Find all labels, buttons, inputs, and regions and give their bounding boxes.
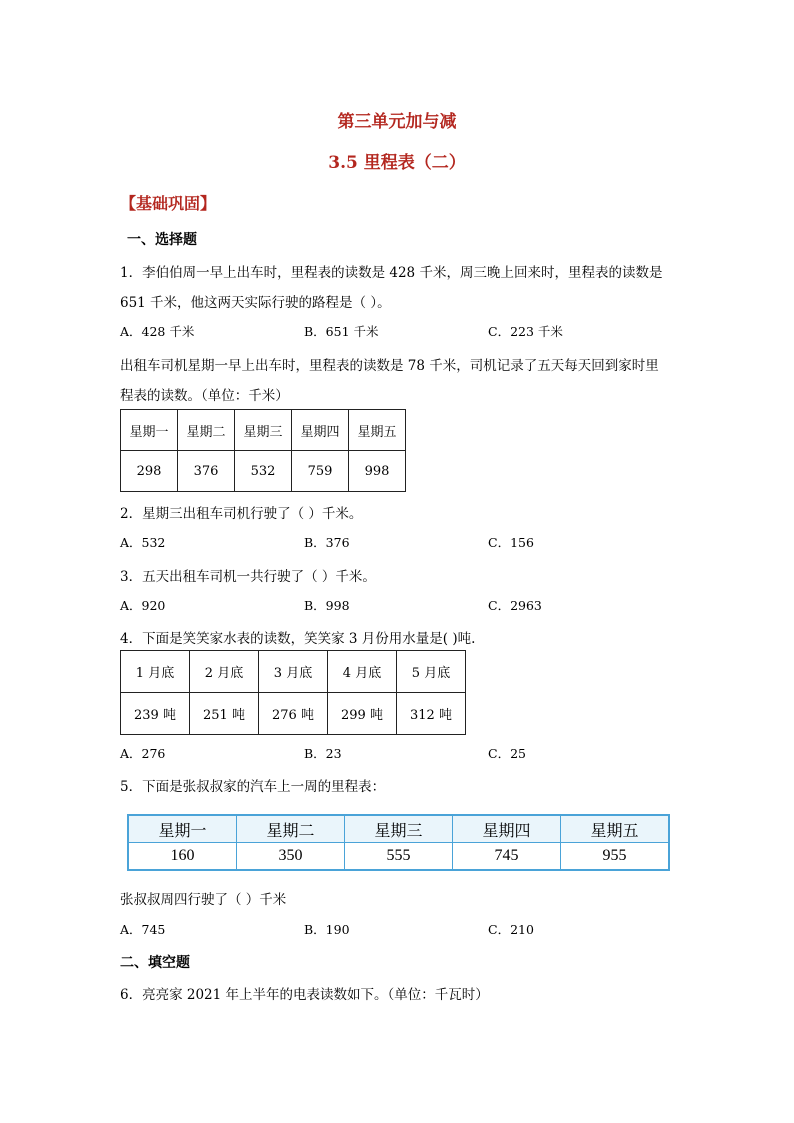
q5-text: 5．下面是张叔叔家的汽车上一周的里程表： bbox=[120, 779, 386, 795]
table-row bbox=[121, 693, 466, 735]
unit-title: 第三单元加与减 bbox=[337, 112, 457, 132]
table-cell: 745 bbox=[453, 843, 561, 871]
table-header-cell: 4 月底 bbox=[328, 651, 397, 693]
taxi-intro-line1: 出租车司机星期一早上出车时，里程表的读数是 78 千米，司机记录了五天每天回到家时里 bbox=[120, 358, 659, 374]
q4-text: 4．下面是笑笑家水表的读数，笑笑家 3 月份用水量是( )吨. bbox=[120, 631, 476, 647]
table-header-cell: 星期四 bbox=[453, 815, 561, 843]
table-cell: 312 吨 bbox=[397, 693, 466, 735]
q2-option-b[interactable]: B．376 bbox=[304, 535, 350, 550]
q1-option-c[interactable]: C．223 千米 bbox=[488, 324, 563, 339]
q6-text: 6．亮亮家 2021 年上半年的电表读数如下。（单位：千瓦时） bbox=[120, 987, 489, 1003]
table-header-cell: 星期三 bbox=[235, 410, 292, 451]
q3-option-c[interactable]: C．2963 bbox=[488, 598, 542, 613]
table-cell: 350 bbox=[237, 843, 345, 871]
table-cell: 160 bbox=[128, 843, 237, 871]
table-header-cell: 星期三 bbox=[345, 815, 453, 843]
q4-option-c[interactable]: C．25 bbox=[488, 746, 526, 761]
q2-option-a[interactable]: A．532 bbox=[120, 535, 166, 550]
lesson-title: 3.5 里程表（二） bbox=[328, 153, 466, 173]
part1-heading: 一、选择题 bbox=[127, 232, 197, 248]
q3-option-a[interactable]: A．920 bbox=[120, 598, 166, 613]
table-header-cell: 5 月底 bbox=[397, 651, 466, 693]
table-cell: 376 bbox=[178, 451, 235, 492]
table-cell: 555 bbox=[345, 843, 453, 871]
q5-option-c[interactable]: C．210 bbox=[488, 922, 534, 937]
water-meter-table bbox=[120, 650, 466, 735]
q5-followup: 张叔叔周四行驶了（ ）千米 bbox=[120, 892, 287, 908]
taxi-odometer-table bbox=[120, 409, 406, 492]
taxi-intro-line2: 程表的读数。（单位：千米） bbox=[120, 388, 289, 404]
table-cell: 251 吨 bbox=[190, 693, 259, 735]
table-header-row bbox=[121, 410, 406, 451]
q5-option-b[interactable]: B．190 bbox=[304, 922, 350, 937]
section-basic-heading: 【基础巩固】 bbox=[120, 194, 217, 213]
table-cell: 759 bbox=[292, 451, 349, 492]
table-cell: 299 吨 bbox=[328, 693, 397, 735]
q2-text: 2．星期三出租车司机行驶了（ ）千米。 bbox=[120, 506, 363, 522]
table-header-cell: 3 月底 bbox=[259, 651, 328, 693]
table-cell: 532 bbox=[235, 451, 292, 492]
q1-option-b[interactable]: B．651 千米 bbox=[304, 324, 379, 339]
table-header-cell: 星期五 bbox=[561, 815, 670, 843]
table-header-cell: 2 月底 bbox=[190, 651, 259, 693]
q1-option-a[interactable]: A．428 千米 bbox=[120, 324, 195, 339]
q1-line2: 651 千米，他这两天实际行驶的路程是（ ）。 bbox=[120, 295, 391, 311]
table-cell: 955 bbox=[561, 843, 670, 871]
q2-option-c[interactable]: C．156 bbox=[488, 535, 534, 550]
q5-option-a[interactable]: A．745 bbox=[120, 922, 166, 937]
table-header-cell: 星期一 bbox=[128, 815, 237, 843]
table-header-row bbox=[128, 815, 669, 843]
q3-option-b[interactable]: B．998 bbox=[304, 598, 350, 613]
q1-line1: 1．李伯伯周一早上出车时，里程表的读数是 428 千米，周三晚上回来时，里程表的读数是 bbox=[120, 265, 663, 281]
table-cell: 298 bbox=[121, 451, 178, 492]
q3-text: 3．五天出租车司机一共行驶了（ ）千米。 bbox=[120, 569, 376, 585]
table-row bbox=[128, 843, 669, 871]
table-row bbox=[121, 451, 406, 492]
table-header-row bbox=[121, 651, 466, 693]
table-header-cell: 星期二 bbox=[178, 410, 235, 451]
table-header-cell: 星期四 bbox=[292, 410, 349, 451]
table-header-cell: 1 月底 bbox=[121, 651, 190, 693]
table-cell: 998 bbox=[349, 451, 406, 492]
table-header-cell: 星期五 bbox=[349, 410, 406, 451]
q4-option-b[interactable]: B．23 bbox=[304, 746, 342, 761]
part2-heading: 二、填空题 bbox=[120, 955, 190, 971]
table-cell: 276 吨 bbox=[259, 693, 328, 735]
table-header-cell: 星期二 bbox=[237, 815, 345, 843]
table-header-cell: 星期一 bbox=[121, 410, 178, 451]
car-odometer-table bbox=[127, 814, 670, 871]
q4-option-a[interactable]: A．276 bbox=[120, 746, 166, 761]
table-cell: 239 吨 bbox=[121, 693, 190, 735]
